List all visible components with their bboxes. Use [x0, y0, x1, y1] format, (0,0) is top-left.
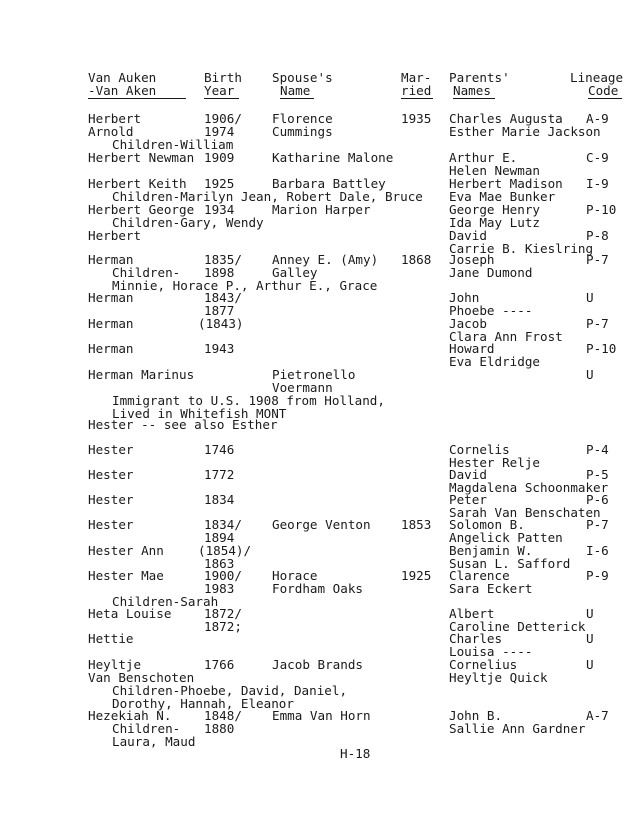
entry-lineage: P-10 — [586, 341, 617, 356]
entry-note: Immigrant to U.S. 1908 from Holland, — [112, 393, 385, 408]
entry-name: Herman Marinus — [88, 367, 195, 382]
entry-name: Herman — [88, 290, 134, 305]
entry-parents: George Henry — [449, 202, 540, 217]
entry-birth: 1772 — [204, 467, 235, 482]
header-rule-parents — [453, 98, 495, 99]
entry-name: Heta Louise — [88, 606, 172, 621]
entry-lineage: P-8 — [586, 228, 609, 243]
entry-lineage: U — [586, 290, 594, 305]
entry-parents: Clarence — [449, 568, 510, 583]
entry-name: Hester Mae — [88, 568, 164, 583]
entry-birth: 1834/ — [204, 517, 242, 532]
entry-parents: Hester Relje — [449, 455, 540, 470]
entry-birth: 1909 — [204, 150, 235, 165]
entry-married: 1853 — [401, 517, 432, 532]
entry-birth: 1872/ — [204, 606, 242, 621]
entry-lineage: P-7 — [586, 252, 609, 267]
entry-parents: Ida May Lutz — [449, 215, 540, 230]
entry-spouse: Pietronello — [272, 367, 356, 382]
entry-married: 1935 — [401, 111, 432, 126]
header-lineage-line2: Code — [588, 83, 619, 98]
entry-parents: Caroline Detterick — [449, 619, 586, 634]
entry-birth: 1877 — [204, 303, 235, 318]
entry-name: Heyltje — [88, 657, 142, 672]
entry-lineage: P-10 — [586, 202, 617, 217]
entry-parents: Charles Augusta — [449, 111, 563, 126]
entry-parents: Magdalena Schoonmaker — [449, 480, 609, 495]
entry-parents: Cornelius — [449, 657, 518, 672]
entry-name: Arnold — [88, 124, 134, 139]
entry-parents: Arthur E. — [449, 150, 518, 165]
entry-parents: John B. — [449, 708, 503, 723]
header-spouse-line1: Spouse's — [272, 70, 333, 85]
entry-lineage: C-9 — [586, 150, 609, 165]
entry-lineage: U — [586, 631, 594, 646]
entry-spouse: Katharine Malone — [272, 150, 394, 165]
entry-lineage: P-9 — [586, 568, 609, 583]
entry-name: Hester — [88, 442, 134, 457]
header-rule-married — [401, 98, 433, 99]
header-parents-line1: Parents' — [449, 70, 510, 85]
entry-name: Hezekiah N. — [88, 708, 172, 723]
header-rule-spouse — [280, 98, 314, 99]
entry-spouse: Voermann — [272, 380, 333, 395]
entry-parents: Jane Dumond — [449, 265, 533, 280]
entry-lineage: A-9 — [586, 111, 609, 126]
entry-birth: 1872; — [204, 619, 242, 634]
entry-name: Van Benschoten — [88, 670, 195, 685]
header-birth-line1: Birth — [204, 70, 242, 85]
entry-note: Children- — [112, 265, 181, 280]
entry-birth: 1835/ — [204, 252, 242, 267]
entry-note: Minnie, Horace P., Arthur E., Grace — [112, 278, 378, 293]
entry-lineage: U — [586, 606, 594, 621]
entry-birth: 1900/ — [204, 568, 242, 583]
entry-spouse: Galley — [272, 265, 318, 280]
entry-parents: Cornelis — [449, 442, 510, 457]
entry-name: Herman — [88, 252, 134, 267]
entry-parents: Esther Marie Jackson — [449, 124, 601, 139]
entry-married: 1925 — [401, 568, 432, 583]
entry-birth: 1898 — [204, 265, 235, 280]
entry-birth: 1746 — [204, 442, 235, 457]
header-name-line1: Van Auken — [88, 70, 157, 85]
header-lineage-line1: Lineage — [570, 70, 624, 85]
entry-birth: (1843) — [198, 316, 244, 331]
entry-parents: Susan L. Safford — [449, 556, 571, 571]
entry-name: Herbert — [88, 228, 142, 243]
entry-lineage: U — [586, 657, 594, 672]
entry-parents: David — [449, 467, 487, 482]
entry-birth: 1880 — [204, 721, 235, 736]
entry-birth: 1974 — [204, 124, 235, 139]
entry-parents: Helen Newman — [449, 163, 540, 178]
entry-name: Hettie — [88, 631, 134, 646]
entry-note: Children-Marilyn Jean, Robert Dale, Bruce — [112, 189, 423, 204]
header-parents-line2: Names — [453, 83, 491, 98]
entry-spouse: Anney E. (Amy) — [272, 252, 379, 267]
entry-birth: 1934 — [204, 202, 235, 217]
entry-name: Hester — [88, 492, 134, 507]
entry-note: Laura, Maud — [112, 734, 196, 749]
entry-spouse: Florence — [272, 111, 333, 126]
header-married-line1: Mar- — [401, 70, 432, 85]
header-spouse-line2: Name — [280, 83, 311, 98]
entry-note: Lived in Whitefish MONT — [112, 406, 287, 421]
entry-spouse: Barbara Battley — [272, 176, 386, 191]
entry-parents: Clara Ann Frost — [449, 329, 563, 344]
entry-lineage: A-7 — [586, 708, 609, 723]
entry-parents: Sarah Van Benschaten — [449, 505, 601, 520]
entry-lineage: U — [586, 367, 594, 382]
entry-birth: 1943 — [204, 341, 235, 356]
entry-parents: David — [449, 228, 487, 243]
entry-spouse: Jacob Brands — [272, 657, 363, 672]
header-birth-line2: Year — [204, 83, 235, 98]
entry-name: Hester -- see also Esther — [88, 417, 278, 432]
entry-parents: John — [449, 290, 480, 305]
entry-note: Children- — [112, 721, 181, 736]
entry-parents: Heyltje Quick — [449, 670, 548, 685]
entry-birth: 1925 — [204, 176, 235, 191]
entry-parents: Jacob — [449, 316, 487, 331]
entry-name: Herbert — [88, 111, 142, 126]
entry-lineage: P-7 — [586, 316, 609, 331]
entry-note: Children-Gary, Wendy — [112, 215, 264, 230]
header-rule-name — [88, 98, 186, 99]
entry-parents: Howard — [449, 341, 495, 356]
entry-spouse: Horace — [272, 568, 318, 583]
entry-name: Hester Ann — [88, 543, 164, 558]
entry-birth: 1894 — [204, 530, 235, 545]
entry-name: Hester — [88, 517, 134, 532]
entry-parents: Eva Mae Bunker — [449, 189, 556, 204]
entry-note: Children-Phoebe, David, Daniel, — [112, 683, 348, 698]
entry-birth: 1983 — [204, 581, 235, 596]
entry-parents: Sallie Ann Gardner — [449, 721, 586, 736]
entry-birth: (1854)/ — [198, 543, 252, 558]
entry-birth: 1906/ — [204, 111, 242, 126]
entry-parents: Benjamin W. — [449, 543, 533, 558]
entry-spouse: Fordham Oaks — [272, 581, 363, 596]
entry-lineage: I-6 — [586, 543, 609, 558]
entry-lineage: I-9 — [586, 176, 609, 191]
entry-parents: Herbert Madison — [449, 176, 563, 191]
entry-married: 1868 — [401, 252, 432, 267]
header-name-line2: -Van Aken — [88, 83, 157, 98]
entry-parents: Angelick Patten — [449, 530, 563, 545]
entry-name: Herman — [88, 316, 134, 331]
page-number: H-18 — [340, 746, 371, 761]
entry-parents: Charles — [449, 631, 503, 646]
entry-lineage: P-7 — [586, 517, 609, 532]
entry-birth: 1766 — [204, 657, 235, 672]
entry-name: Herbert George — [88, 202, 195, 217]
entry-name: Herman — [88, 341, 134, 356]
entry-parents: Sara Eckert — [449, 581, 533, 596]
header-rule-birth — [204, 98, 239, 99]
entry-birth: 1843/ — [204, 290, 242, 305]
entry-parents: Eva Eldridge — [449, 354, 540, 369]
entry-lineage: P-4 — [586, 442, 609, 457]
entry-parents: Albert — [449, 606, 495, 621]
entry-parents: Peter — [449, 492, 487, 507]
entry-lineage: P-6 — [586, 492, 609, 507]
header-married-line2: ried — [401, 83, 432, 98]
header-rule-lineage — [588, 98, 622, 99]
entry-spouse: George Venton — [272, 517, 371, 532]
entry-name: Herbert Keith — [88, 176, 187, 191]
entry-parents: Louisa ---- — [449, 644, 533, 659]
entry-parents: Phoebe ---- — [449, 303, 533, 318]
entry-note: Dorothy, Hannah, Eleanor — [112, 696, 294, 711]
entry-lineage: P-5 — [586, 467, 609, 482]
entry-spouse: Emma Van Horn — [272, 708, 371, 723]
entry-birth: 1848/ — [204, 708, 242, 723]
entry-spouse: Marion Harper — [272, 202, 371, 217]
entry-note: Children-William — [112, 137, 234, 152]
entry-note: Children-Sarah — [112, 594, 219, 609]
entry-parents: Solomon B. — [449, 517, 525, 532]
entry-spouse: Cummings — [272, 124, 333, 139]
entry-birth: 1834 — [204, 492, 235, 507]
entry-parents: Joseph — [449, 252, 495, 267]
entry-name: Hester — [88, 467, 134, 482]
entry-name: Herbert Newman — [88, 150, 195, 165]
entry-parents: Carrie B. Kieslring — [449, 241, 594, 256]
entry-birth: 1863 — [204, 556, 235, 571]
